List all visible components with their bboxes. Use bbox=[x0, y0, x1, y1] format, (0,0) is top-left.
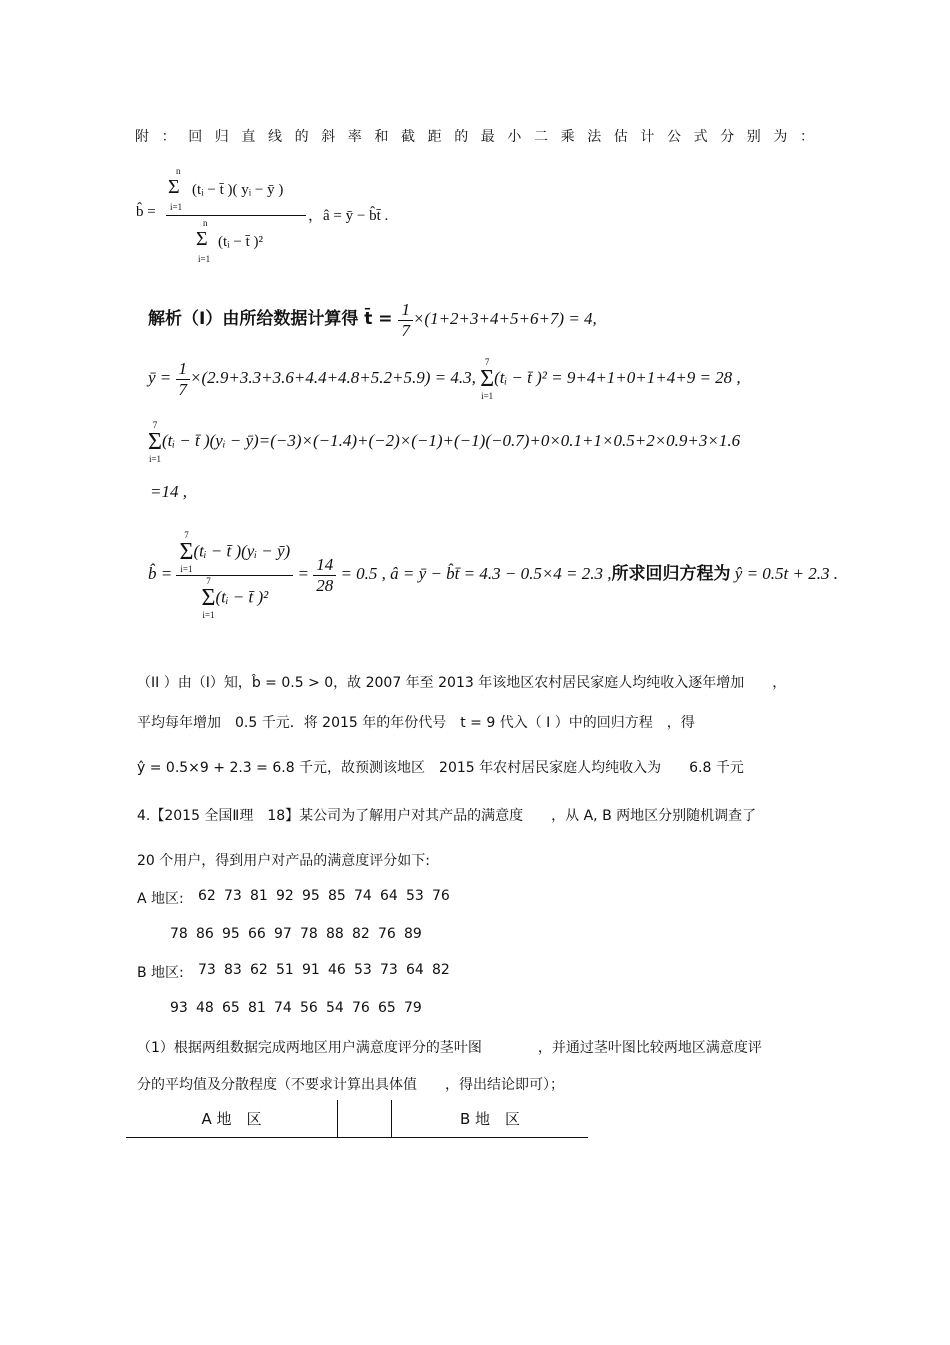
score-value: 56 bbox=[300, 1000, 318, 1016]
fraction-bar bbox=[166, 215, 306, 216]
score-value: 76 bbox=[432, 888, 450, 904]
solution-line-1: 解析（I）由所给数据计算得 t̄ = $\frac{1}{7}$ ×(1+2+3+4+5+6+7) = 4, bbox=[148, 300, 597, 340]
fraction-14-28: $\frac{14}{28}$ bbox=[313, 555, 336, 595]
b-region-row-1 bbox=[198, 962, 458, 978]
sigma-symbol: Σ bbox=[168, 176, 180, 198]
score-value: 64 bbox=[406, 962, 424, 978]
score-value: 83 bbox=[224, 962, 242, 978]
score-value: 53 bbox=[354, 962, 372, 978]
score-value: 86 bbox=[196, 926, 214, 942]
problem4-header: 4.【2015 全国Ⅱ理 18】某公司为了解用户对其产品的满意度 ，从 A, B 两地区分别随机调查了 bbox=[137, 808, 757, 824]
b-region-header: B 地 区 bbox=[392, 1100, 589, 1138]
part2-line-1: （II ）由（I）知，b̂ = 0.5 > 0，故 2007 年至 2013 年该地区农村居民家庭人均纯收入逐年增加 ， bbox=[137, 675, 787, 691]
fraction-one-seventh: $\frac{1}{7}$ bbox=[176, 359, 191, 399]
sigma-symbol: Σ bbox=[196, 228, 208, 250]
score-value: 51 bbox=[276, 962, 294, 978]
b-hat-symbol: b̂ = bbox=[136, 204, 156, 220]
solution-line-3: 7 Σ i=1 (tᵢ − t̄ )(yᵢ − ȳ)=(−3)×(−1.4)+(−2)×(−1)+(−1)(−0.7)+0×0.1+1×0.5+2×0.9+3×1.6 bbox=[148, 420, 741, 464]
score-value: 82 bbox=[352, 926, 370, 942]
score-value: 78 bbox=[170, 926, 188, 942]
numerator: (tᵢ − t̄ )( yᵢ − ȳ ) bbox=[192, 182, 284, 198]
score-value: 66 bbox=[248, 926, 266, 942]
score-value: 97 bbox=[274, 926, 292, 942]
sum-upper-n: n bbox=[203, 218, 208, 228]
score-value: 48 bbox=[196, 1000, 214, 1016]
part2-line-3: ŷ = 0.5×9 + 2.3 = 6.8 千元，故预测该地区 2015 年农村居民家庭人均纯收入为 6.8 千元 bbox=[137, 760, 744, 776]
score-value: 88 bbox=[326, 926, 344, 942]
score-value: 81 bbox=[248, 1000, 266, 1016]
score-value: 92 bbox=[276, 888, 294, 904]
slope-fraction: 7 Σ i=1 (tᵢ − t̄ )(yᵢ − ȳ) 7 Σ i=1 (tᵢ − t̄ )² bbox=[176, 530, 293, 620]
sum-symbol: 7 Σ i=1 bbox=[148, 420, 162, 464]
a-region-header: A 地 区 bbox=[201, 1110, 262, 1128]
stem-leaf-table bbox=[126, 1100, 588, 1138]
solution-line-4: =14 , bbox=[150, 482, 187, 501]
part2-line-2: 平均每年增加 0.5 千元．将 2015 年的年份代号 t = 9 代入（ I ）中的回归方程 ，得 bbox=[137, 715, 695, 731]
solution-line-2: ȳ = $\frac{1}{7}$ ×(2.9+3.3+3.6+4.4+4.8+5.2+5.9) = 4.3, 7 Σ i=1 (tᵢ − t̄ )² = 9+4+1+0+1+4+9 = 28 , bbox=[148, 357, 741, 401]
score-value: 74 bbox=[274, 1000, 292, 1016]
score-value: 76 bbox=[352, 1000, 370, 1016]
stem-column bbox=[338, 1100, 392, 1138]
sum-symbol: 7 Σ i=1 bbox=[480, 357, 495, 401]
score-value: 54 bbox=[326, 1000, 344, 1016]
b-region-row-2 bbox=[170, 1000, 430, 1016]
score-value: 46 bbox=[328, 962, 346, 978]
score-value: 76 bbox=[378, 926, 396, 942]
score-value: 82 bbox=[432, 962, 450, 978]
denominator: (tᵢ − t̄ )² bbox=[218, 234, 263, 250]
sum-lower: i=1 bbox=[170, 202, 183, 212]
score-value: 93 bbox=[170, 1000, 188, 1016]
question-1-line-1: （1）根据两组数据完成两地区用户满意度评分的茎叶图 ，并通过茎叶图比较两地区满意度评 bbox=[137, 1040, 762, 1056]
fraction-one-seventh: $\frac{1}{7}$ bbox=[398, 300, 413, 340]
sum-lower: i=1 bbox=[198, 254, 211, 264]
sum-upper-n: n bbox=[176, 166, 181, 176]
score-value: 85 bbox=[328, 888, 346, 904]
score-value: 64 bbox=[380, 888, 398, 904]
solution-line-5: b̂ = 7 Σ i=1 (tᵢ − t̄ )(yᵢ − ȳ) 7 Σ i=1 (tᵢ − t̄ )² = $\frac{14}{28}$ = 0.5 , â = ȳ − b̂t̄ = 4.3 − 0.5×4 = 2.3 ,所求回归方程为 ŷ = 0.5t + 2.3 . bbox=[148, 530, 838, 621]
score-value: 95 bbox=[222, 926, 240, 942]
a-region-label: A 地区: bbox=[137, 891, 184, 907]
appendix-text: 附：回归直线的斜率和截距的最小二乘法估计公式分别为： bbox=[135, 129, 827, 145]
score-value: 79 bbox=[404, 1000, 422, 1016]
solution-label: 解析 bbox=[148, 308, 182, 329]
score-value: 62 bbox=[198, 888, 216, 904]
score-value: 62 bbox=[250, 962, 268, 978]
table-row bbox=[126, 1100, 588, 1138]
a-region-row-2 bbox=[170, 926, 430, 942]
a-region-row-1 bbox=[198, 888, 458, 904]
score-value: 73 bbox=[198, 962, 216, 978]
question-1-line-2: 分的平均值及分散程度（不要求计算出具体值 ，得出结论即可）； bbox=[137, 1077, 564, 1093]
score-value: 53 bbox=[406, 888, 424, 904]
score-value: 73 bbox=[224, 888, 242, 904]
score-value: 89 bbox=[404, 926, 422, 942]
score-value: 91 bbox=[302, 962, 320, 978]
score-value: 78 bbox=[300, 926, 318, 942]
score-value: 65 bbox=[378, 1000, 396, 1016]
b-region-label: B 地区: bbox=[137, 965, 184, 981]
intercept-formula: ，â = ȳ − b̂t̄ . bbox=[308, 208, 389, 224]
problem4-line-2: 20 个用户，得到用户对产品的满意度评分如下: bbox=[137, 853, 430, 869]
score-value: 73 bbox=[380, 962, 398, 978]
score-value: 74 bbox=[354, 888, 372, 904]
score-value: 95 bbox=[302, 888, 320, 904]
score-value: 81 bbox=[250, 888, 268, 904]
score-value: 65 bbox=[222, 1000, 240, 1016]
